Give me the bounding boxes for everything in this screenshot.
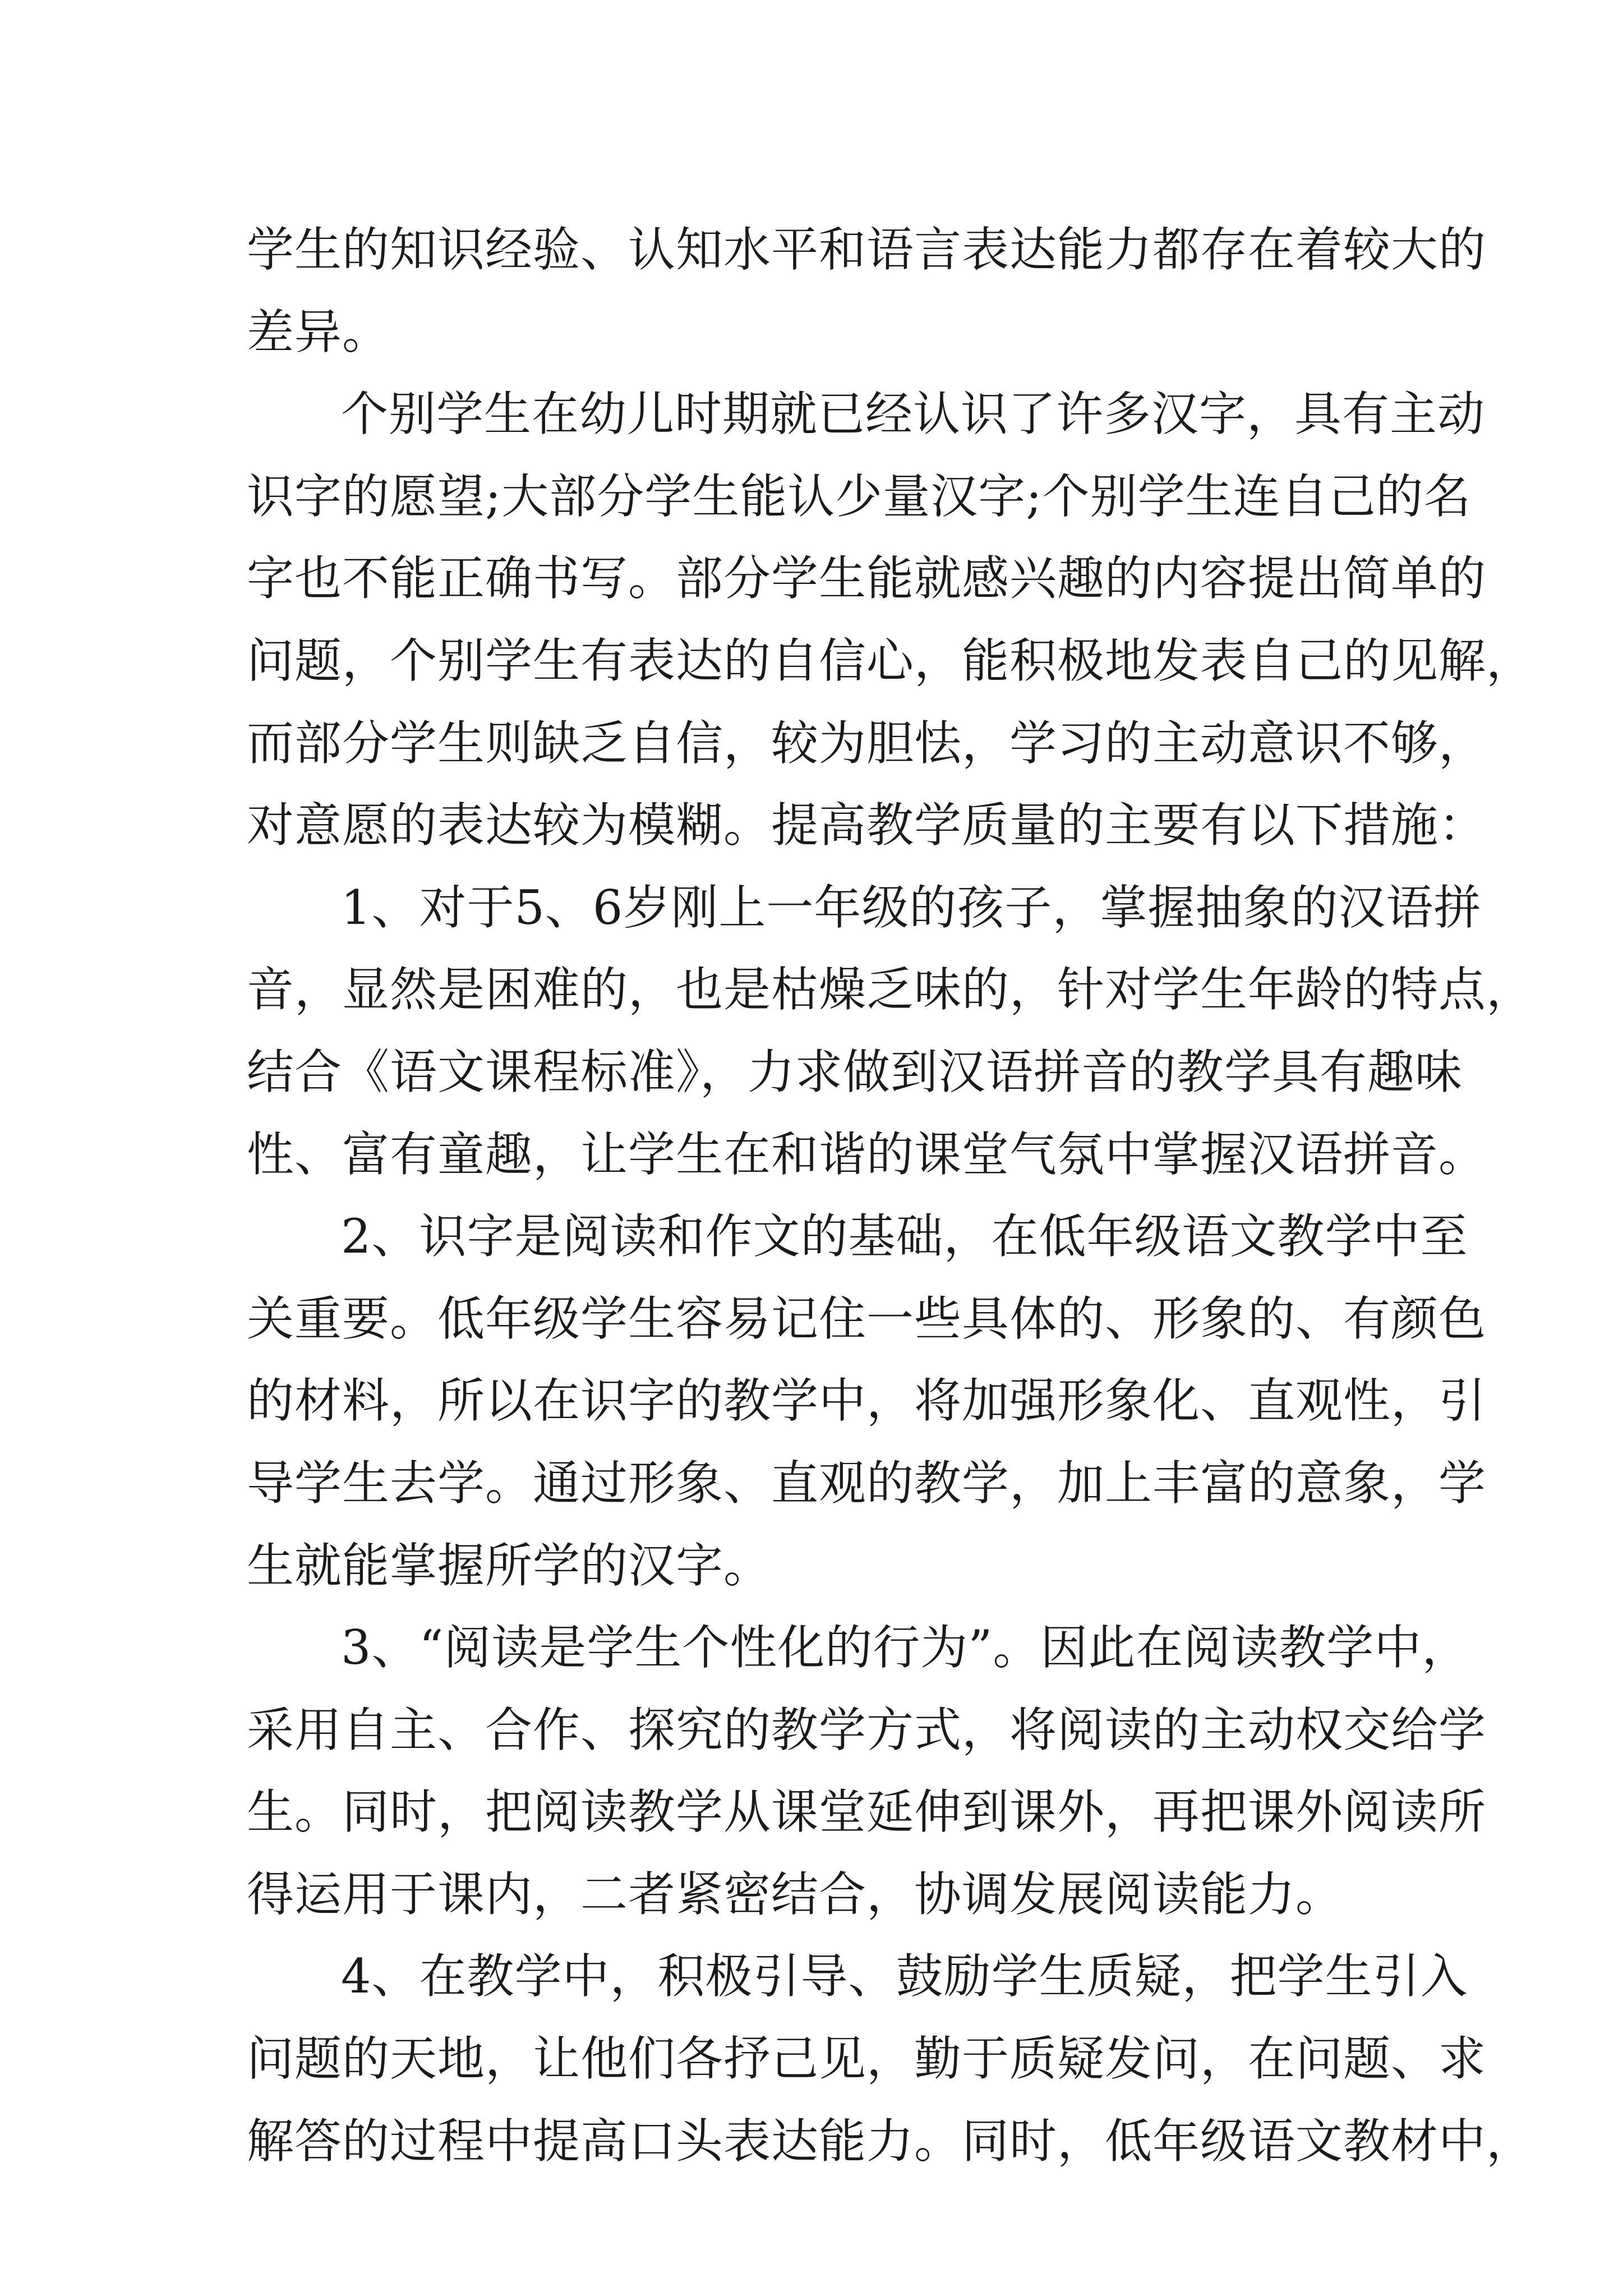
text-line: 问题的天地，让他们各抒己见，勤于质疑发问，在问题、求 — [247, 2031, 1487, 2087]
paragraph-continuation — [247, 209, 1487, 373]
paragraph-student-differences — [247, 373, 1534, 867]
text-line: 结合《语文课程标准》，力求做到汉语拼音的教学具有趣味 — [247, 1044, 1463, 1099]
text-line: 2、识字是阅读和作文的基础，在低年级语文教学中至 — [341, 1209, 1468, 1264]
text-line: 识字的愿望;大部分学生能认少量汉字;个别学生连自己的名 — [247, 468, 1472, 524]
text-line: 学生的知识经验、认知水平和语言表达能力都存在着较大的 — [247, 222, 1487, 277]
paragraph-measure-2 — [247, 1195, 1487, 1607]
text-line: 问题，个别学生有表达的自信心，能积极地发表自己的见解， — [247, 633, 1534, 688]
text-line: 导学生去学。通过形象、直观的教学，加上丰富的意象，学 — [247, 1455, 1487, 1511]
paragraph-measure-4 — [247, 1935, 1534, 2182]
text-line: 解答的过程中提高口头表达能力。同时，低年级语文教材中， — [247, 2113, 1534, 2169]
text-line: 生就能掌握所学的汉字。 — [247, 1538, 772, 1593]
text-line: 字也不能正确书写。部分学生能就感兴趣的内容提出简单的 — [247, 551, 1487, 606]
document-body — [247, 209, 1534, 2182]
text-line: 1、对于5、6岁刚上一年级的孩子，掌握抽象的汉语拼 — [341, 880, 1482, 935]
text-line: 性、富有童趣，让学生在和谐的课堂气氛中掌握汉语拼音。 — [247, 1126, 1487, 1182]
text-line: 生。同时，把阅读教学从课堂延伸到课外，再把课外阅读所 — [247, 1784, 1487, 1840]
text-line: 而部分学生则缺乏自信，较为胆怯，学习的主动意识不够， — [247, 715, 1487, 771]
text-line: 采用自主、合作、探究的教学方式，将阅读的主动权交给学 — [247, 1702, 1487, 1757]
text-line: 4、在教学中，积极引导、鼓励学生质疑，把学生引入 — [341, 1949, 1468, 2004]
text-line: 差异。 — [247, 304, 390, 360]
paragraph-measure-3 — [247, 1607, 1487, 1935]
text-line: 3、“阅读是学生个性化的行为”。因此在阅读教学中， — [341, 1620, 1470, 1676]
text-line: 得运用于课内，二者紧密结合，协调发展阅读能力。 — [247, 1866, 1344, 1922]
text-line: 的材料，所以在识字的教学中，将加强形象化、直观性，引 — [247, 1373, 1487, 1429]
text-line: 对意愿的表达较为模糊。提高教学质量的主要有以下措施： — [247, 798, 1487, 853]
text-line: 个别学生在幼儿时期就已经认识了许多汉字，具有主动 — [341, 386, 1486, 442]
paragraph-measure-1 — [247, 867, 1534, 1195]
text-line: 音，显然是困难的，也是枯燥乏味的，针对学生年龄的特点， — [247, 962, 1534, 1018]
text-line: 关重要。低年级学生容易记住一些具体的、形象的、有颜色 — [247, 1291, 1487, 1346]
